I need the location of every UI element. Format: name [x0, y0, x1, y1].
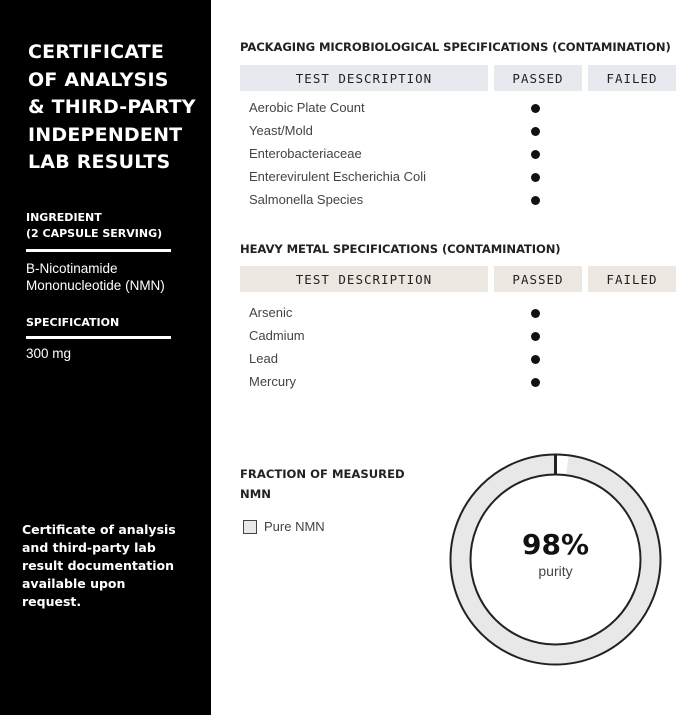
- passed-dot: [531, 104, 540, 113]
- micro-header-test-description: TEST DESCRIPTION: [240, 65, 488, 91]
- passed-dot: [531, 355, 540, 364]
- title-line: & THIRD-PARTY: [28, 96, 196, 118]
- specification-label: SPECIFICATION: [26, 316, 120, 329]
- specification-value: 300 mg: [26, 346, 72, 361]
- micro-row-label: Enterobacteriaceae: [249, 146, 362, 161]
- ingredient-value: [26, 261, 206, 294]
- ingredient-value-line: Mononucleotide (NMN): [26, 277, 165, 293]
- passed-dot: [531, 378, 540, 387]
- ingredient-label: [26, 210, 162, 242]
- metals-row-label: Mercury: [249, 374, 296, 389]
- ingredient-label-line: (2 CAPSULE SERVING): [26, 227, 163, 240]
- micro-row-label: Salmonella Species: [249, 192, 364, 207]
- micro-row-label: Yeast/Mold: [249, 123, 313, 138]
- divider: [26, 336, 171, 339]
- ingredient-value-line: B-Nicotinamide: [26, 261, 118, 276]
- title-line: LAB RESULTS: [28, 151, 171, 173]
- passed-dot: [531, 196, 540, 205]
- metals-row-label: Arsenic: [249, 305, 293, 320]
- micro-row-label: Enterevirulent Escherichia Coli: [249, 169, 427, 184]
- metals-header-passed: PASSED: [494, 266, 582, 292]
- metals-row-label: Lead: [249, 351, 278, 366]
- micro-row-label: Aerobic Plate Count: [249, 100, 365, 115]
- note-line: result documentation: [22, 558, 174, 573]
- metals-row-label: Cadmium: [249, 328, 305, 343]
- passed-dot: [531, 127, 540, 136]
- note-line: request.: [22, 594, 82, 609]
- chart-title-line: FRACTION OF MEASURED: [240, 467, 405, 481]
- availability-note: [22, 521, 192, 611]
- legend-label: Pure NMN: [264, 519, 325, 534]
- micro-section-title: PACKAGING MICROBIOLOGICAL SPECIFICATIONS (CONTAMINATION): [240, 40, 671, 54]
- certificate-title: [28, 39, 208, 177]
- purity-label: purity: [538, 563, 573, 579]
- purity-value: 98%: [521, 528, 590, 561]
- title-line: CERTIFICATE: [28, 41, 165, 63]
- ingredient-label-line: INGREDIENT: [26, 211, 102, 224]
- metals-header-failed: FAILED: [588, 266, 676, 292]
- divider: [26, 249, 171, 252]
- note-line: available upon: [22, 576, 126, 591]
- metals-header-test-description: TEST DESCRIPTION: [240, 266, 488, 292]
- chart-title: [240, 464, 440, 504]
- passed-dot: [531, 332, 540, 341]
- metals-section-title: HEAVY METAL SPECIFICATIONS (CONTAMINATION): [240, 242, 561, 256]
- passed-dot: [531, 309, 540, 318]
- title-line: OF ANALYSIS: [28, 68, 169, 91]
- passed-dot: [531, 150, 540, 159]
- passed-dot: [531, 173, 540, 182]
- legend-swatch: [243, 520, 257, 534]
- note-line: and third-party lab: [22, 540, 156, 555]
- sidebar: [0, 0, 211, 715]
- micro-header-passed: PASSED: [494, 65, 582, 91]
- note-line: Certificate of analysis: [22, 522, 176, 537]
- chart-title-line: NMN: [240, 487, 271, 501]
- micro-header-failed: FAILED: [588, 65, 676, 91]
- title-line: INDEPENDENT: [28, 123, 183, 146]
